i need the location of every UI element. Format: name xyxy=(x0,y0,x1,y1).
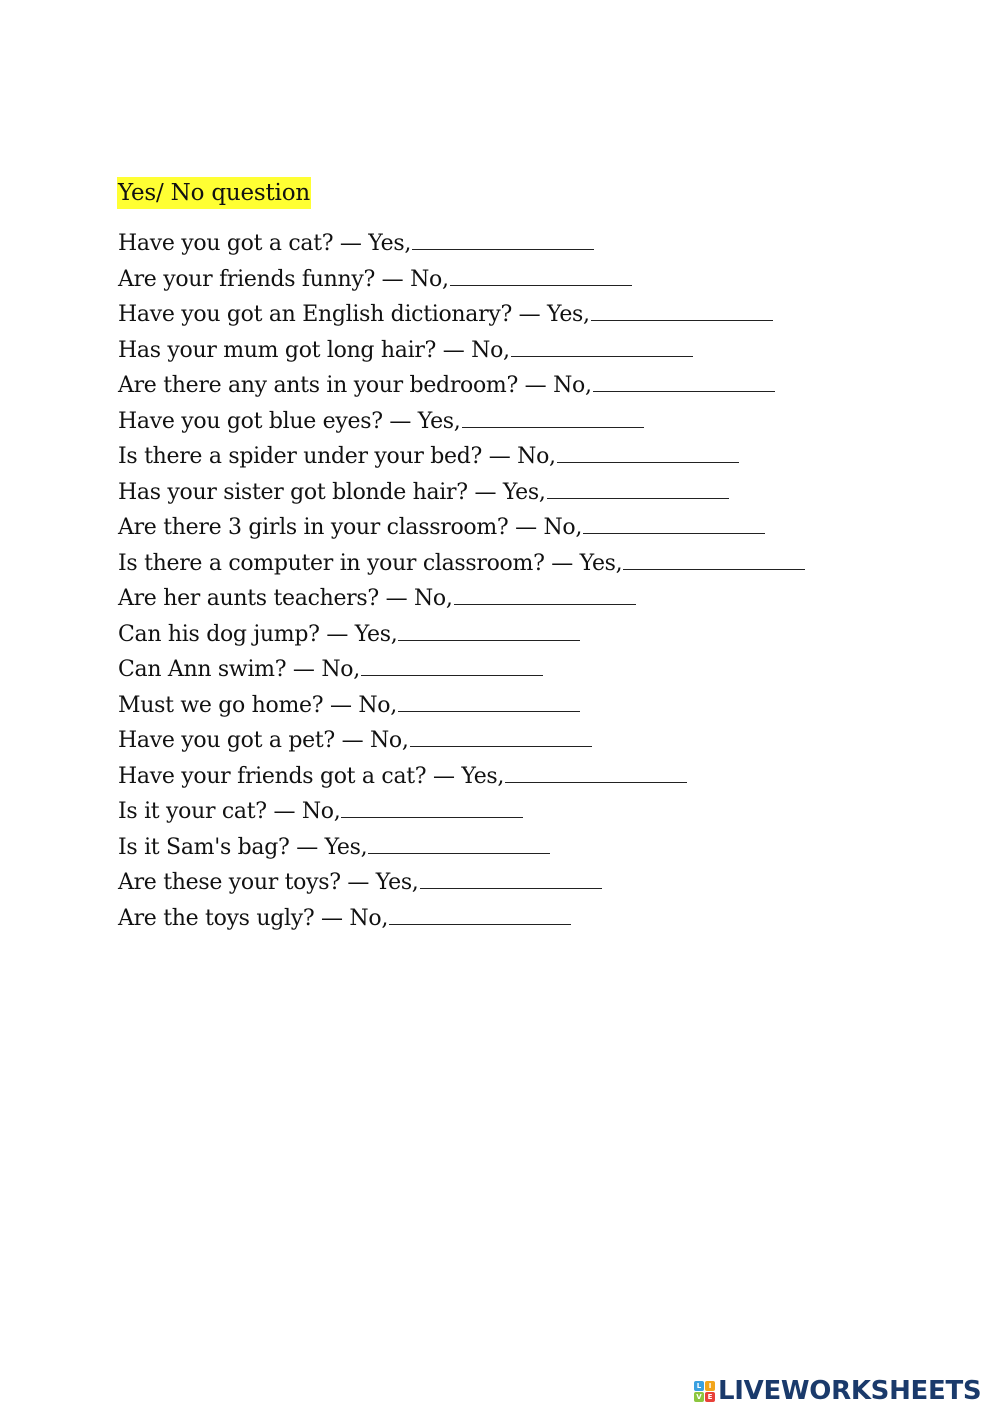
question-item xyxy=(118,901,805,937)
answer-blank[interactable] xyxy=(583,511,765,534)
logo-mark-cell: L xyxy=(694,1381,704,1391)
page-title: Yes/ No question xyxy=(117,177,311,209)
question-item xyxy=(118,652,805,688)
question-text: Have you got an English dictionary? — Yes, xyxy=(118,302,590,327)
question-text: Have your friends got a cat? — Yes, xyxy=(118,763,505,789)
question-text: Must we go home? — No, xyxy=(118,692,397,718)
question-text: Have you got a pet? — No, xyxy=(118,728,409,753)
question-text: Has your sister got blonde hair? — Yes, xyxy=(118,479,546,505)
question-text: Has your mum got long hair? — No, xyxy=(118,337,510,363)
answer-blank[interactable] xyxy=(591,298,773,321)
question-text: Are there any ants in your bedroom? — No, xyxy=(118,373,592,398)
logo-mark-cell: I xyxy=(705,1381,715,1391)
answer-blank[interactable] xyxy=(412,227,594,250)
question-text: Can Ann swim? — No, xyxy=(118,657,360,682)
answer-blank[interactable] xyxy=(341,795,523,818)
question-item xyxy=(118,510,805,546)
question-text: Is it Sam's bag? — Yes, xyxy=(118,834,368,860)
answer-blank[interactable] xyxy=(361,653,543,676)
question-item xyxy=(118,617,805,653)
question-item xyxy=(118,368,805,404)
question-item xyxy=(118,581,805,617)
answer-blank[interactable] xyxy=(420,866,602,889)
question-item xyxy=(118,333,805,369)
answer-blank[interactable] xyxy=(557,440,739,463)
question-item xyxy=(118,404,805,440)
question-text: Are there 3 girls in your classroom? — No, xyxy=(118,515,583,540)
question-item xyxy=(118,546,805,582)
question-text: Are these your toys? — Yes, xyxy=(118,870,419,895)
question-item xyxy=(118,297,805,333)
question-text: Are the toys ugly? — No, xyxy=(118,905,389,931)
question-text: Is it your cat? — No, xyxy=(118,799,341,824)
question-text: Are her aunts teachers? — No, xyxy=(118,586,453,611)
answer-blank[interactable] xyxy=(389,902,571,925)
question-text: Are your friends funny? — No, xyxy=(118,266,449,292)
answer-blank[interactable] xyxy=(511,334,693,357)
question-item xyxy=(118,759,805,795)
question-item xyxy=(118,262,805,298)
answer-blank[interactable] xyxy=(454,582,636,605)
question-item xyxy=(118,794,805,830)
brand-text: LIVEWORKSHEETS xyxy=(718,1376,982,1406)
question-item xyxy=(118,830,805,866)
question-text: Have you got blue eyes? — Yes, xyxy=(118,408,461,434)
answer-blank[interactable] xyxy=(410,724,592,747)
answer-blank[interactable] xyxy=(623,547,805,570)
question-item xyxy=(118,723,805,759)
question-item xyxy=(118,226,805,262)
logo-mark-cell: E xyxy=(705,1392,715,1402)
answer-blank[interactable] xyxy=(450,263,632,286)
answer-blank[interactable] xyxy=(368,831,550,854)
answer-blank[interactable] xyxy=(398,618,580,641)
question-item xyxy=(118,865,805,901)
question-item xyxy=(118,688,805,724)
answer-blank[interactable] xyxy=(462,405,644,428)
answer-blank[interactable] xyxy=(398,689,580,712)
question-item xyxy=(118,475,805,511)
question-item xyxy=(118,439,805,475)
answer-blank[interactable] xyxy=(547,476,729,499)
question-text: Is there a computer in your classroom? — Yes, xyxy=(118,550,623,576)
question-text: Is there a spider under your bed? — No, xyxy=(118,444,556,469)
answer-blank[interactable] xyxy=(505,760,687,783)
logo-mark-icon xyxy=(694,1381,715,1402)
question-text: Can his dog jump? — Yes, xyxy=(118,621,398,647)
liveworksheets-logo xyxy=(694,1376,981,1406)
logo-mark-cell: V xyxy=(694,1392,704,1402)
question-list xyxy=(118,226,805,936)
question-text: Have you got a cat? — Yes, xyxy=(118,231,412,256)
answer-blank[interactable] xyxy=(593,369,775,392)
